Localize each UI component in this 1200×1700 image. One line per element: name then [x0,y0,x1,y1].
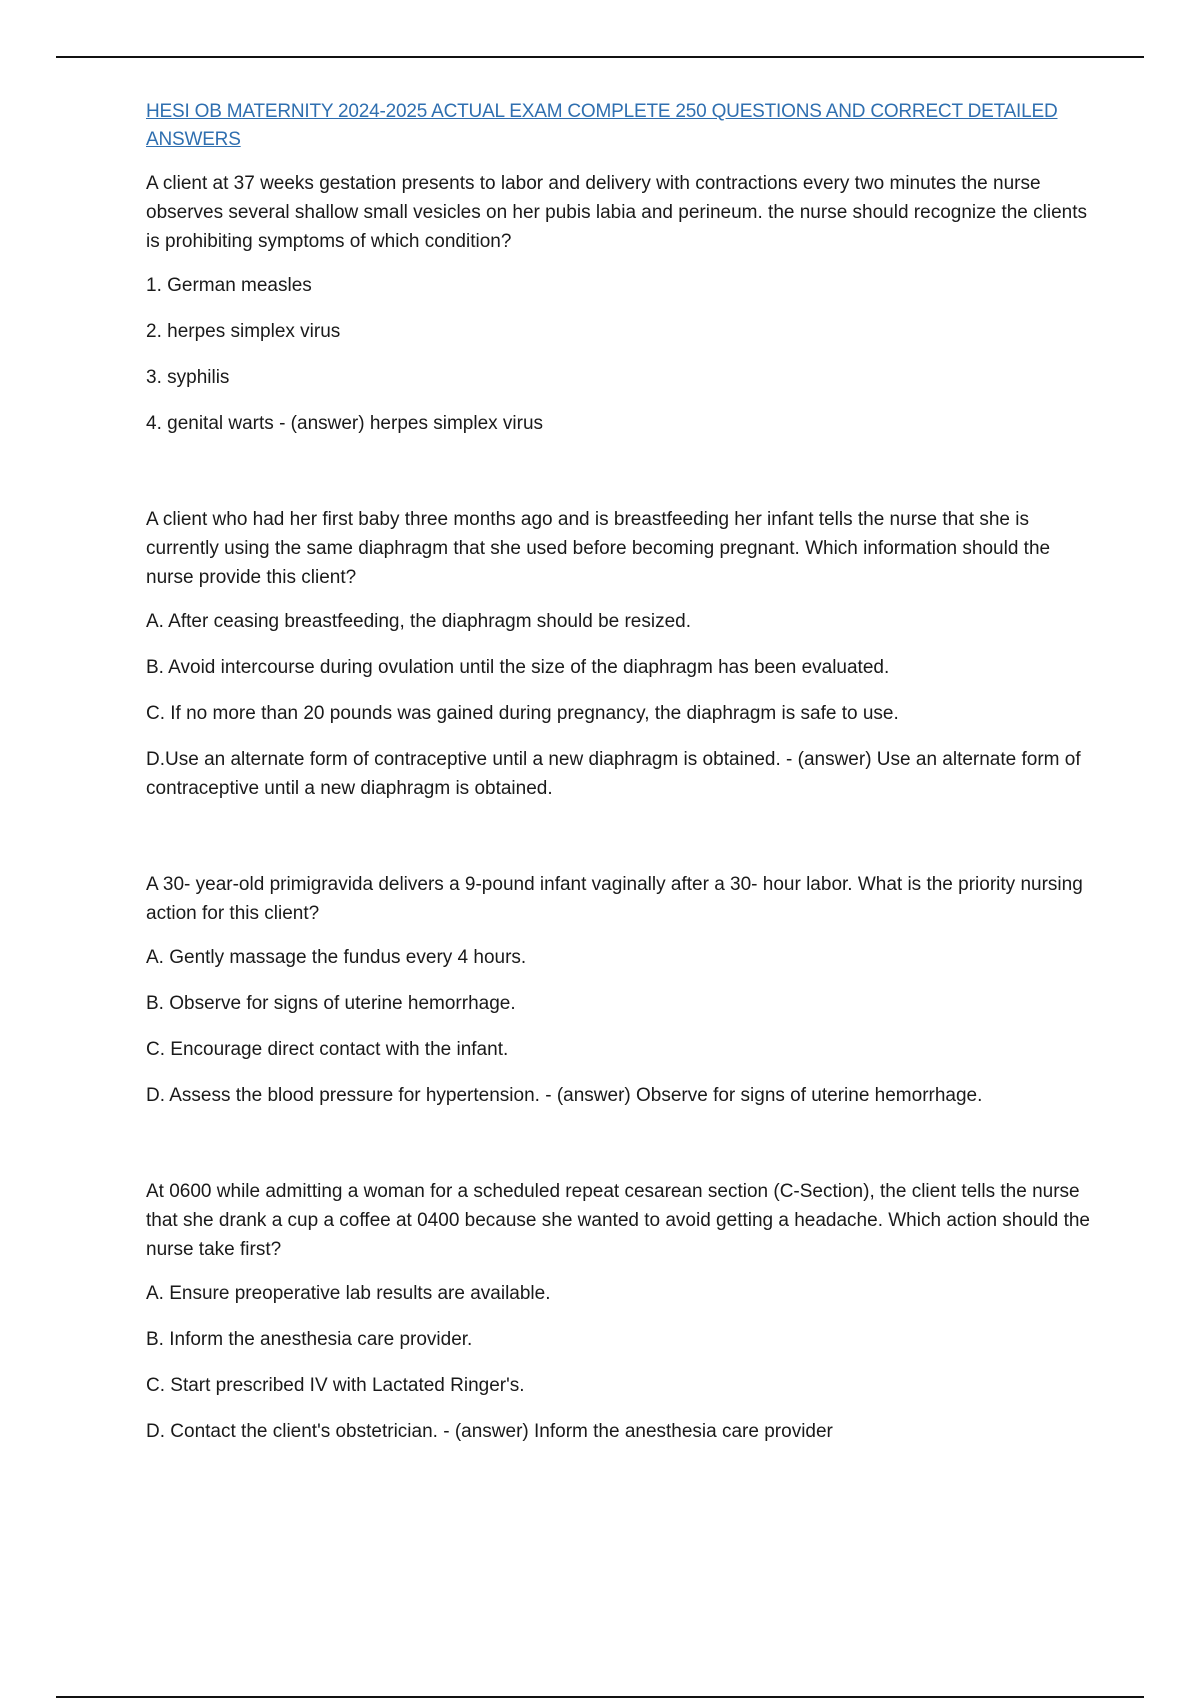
question-stem: A 30- year-old primigravida delivers a 9-pound infant vaginally after a 30- hour labor. What is the priority nursing action for this client? [146,874,1083,924]
answer-option: B. Avoid intercourse during ovulation until the size of the diaphragm has been evaluated. [146,657,890,678]
answer-option: C. Encourage direct contact with the infant. [146,1039,509,1060]
question-stem: At 0600 while admitting a woman for a scheduled repeat cesarean section (C-Section), the client tells the nurse that she drank a cup a coffee at 0400 because she wanted to avoid getting a headache. Which action should the nurse take first? [146,1181,1090,1260]
answer-option: D.Use an alternate form of contraceptive until a new diaphragm is obtained. - (answer) Use an alternate form of contraceptive until a new diaphragm is obtained. [146,749,1081,799]
answer-option: 1. German measles [146,275,312,296]
document-body [146,98,1096,1463]
answer-option: A. Gently massage the fundus every 4 hours. [146,947,527,968]
question-2 [146,505,1096,803]
answer-option: D. Assess the blood pressure for hypertension. - (answer) Observe for signs of uterine hemorrhage. [146,1085,983,1106]
question-stem: A client who had her first baby three months ago and is breastfeeding her infant tells the nurse that she is currently using the same diaphragm that she used before becoming pregnant. Which information should the nurse provide this client? [146,509,1051,588]
question-stem: A client at 37 weeks gestation presents to labor and delivery with contractions every two minutes the nurse observes several shallow small vesicles on her pubis labia and perineum. the nurse should recognize the clients is prohibiting symptoms of which condition? [146,173,1088,252]
question-4 [146,1177,1096,1446]
answer-option: B. Observe for signs of uterine hemorrhage. [146,993,516,1014]
question-3 [146,870,1096,1110]
answer-option: 2. herpes simplex virus [146,321,341,342]
question-spacer [146,1127,1096,1177]
answer-option: 4. genital warts - (answer) herpes simplex virus [146,413,544,434]
top-rule [56,56,1144,58]
answer-option: B. Inform the anesthesia care provider. [146,1329,473,1350]
document-title[interactable]: HESI OB MATERNITY 2024-2025 ACTUAL EXAM COMPLETE 250 QUESTIONS AND CORRECT DETAILED ANSWERS [146,101,1058,150]
answer-option: C. Start prescribed IV with Lactated Ringer's. [146,1375,525,1396]
answer-option: A. After ceasing breastfeeding, the diaphragm should be resized. [146,611,692,632]
answer-option: D. Contact the client's obstetrician. - (answer) Inform the anesthesia care provider [146,1421,833,1442]
answer-option: 3. syphilis [146,367,230,388]
answer-option: A. Ensure preoperative lab results are available. [146,1283,551,1304]
answer-option: C. If no more than 20 pounds was gained during pregnancy, the diaphragm is safe to use. [146,703,899,724]
bottom-rule [56,1696,1144,1698]
question-spacer [146,455,1096,505]
question-spacer [146,820,1096,870]
question-1 [146,169,1096,438]
